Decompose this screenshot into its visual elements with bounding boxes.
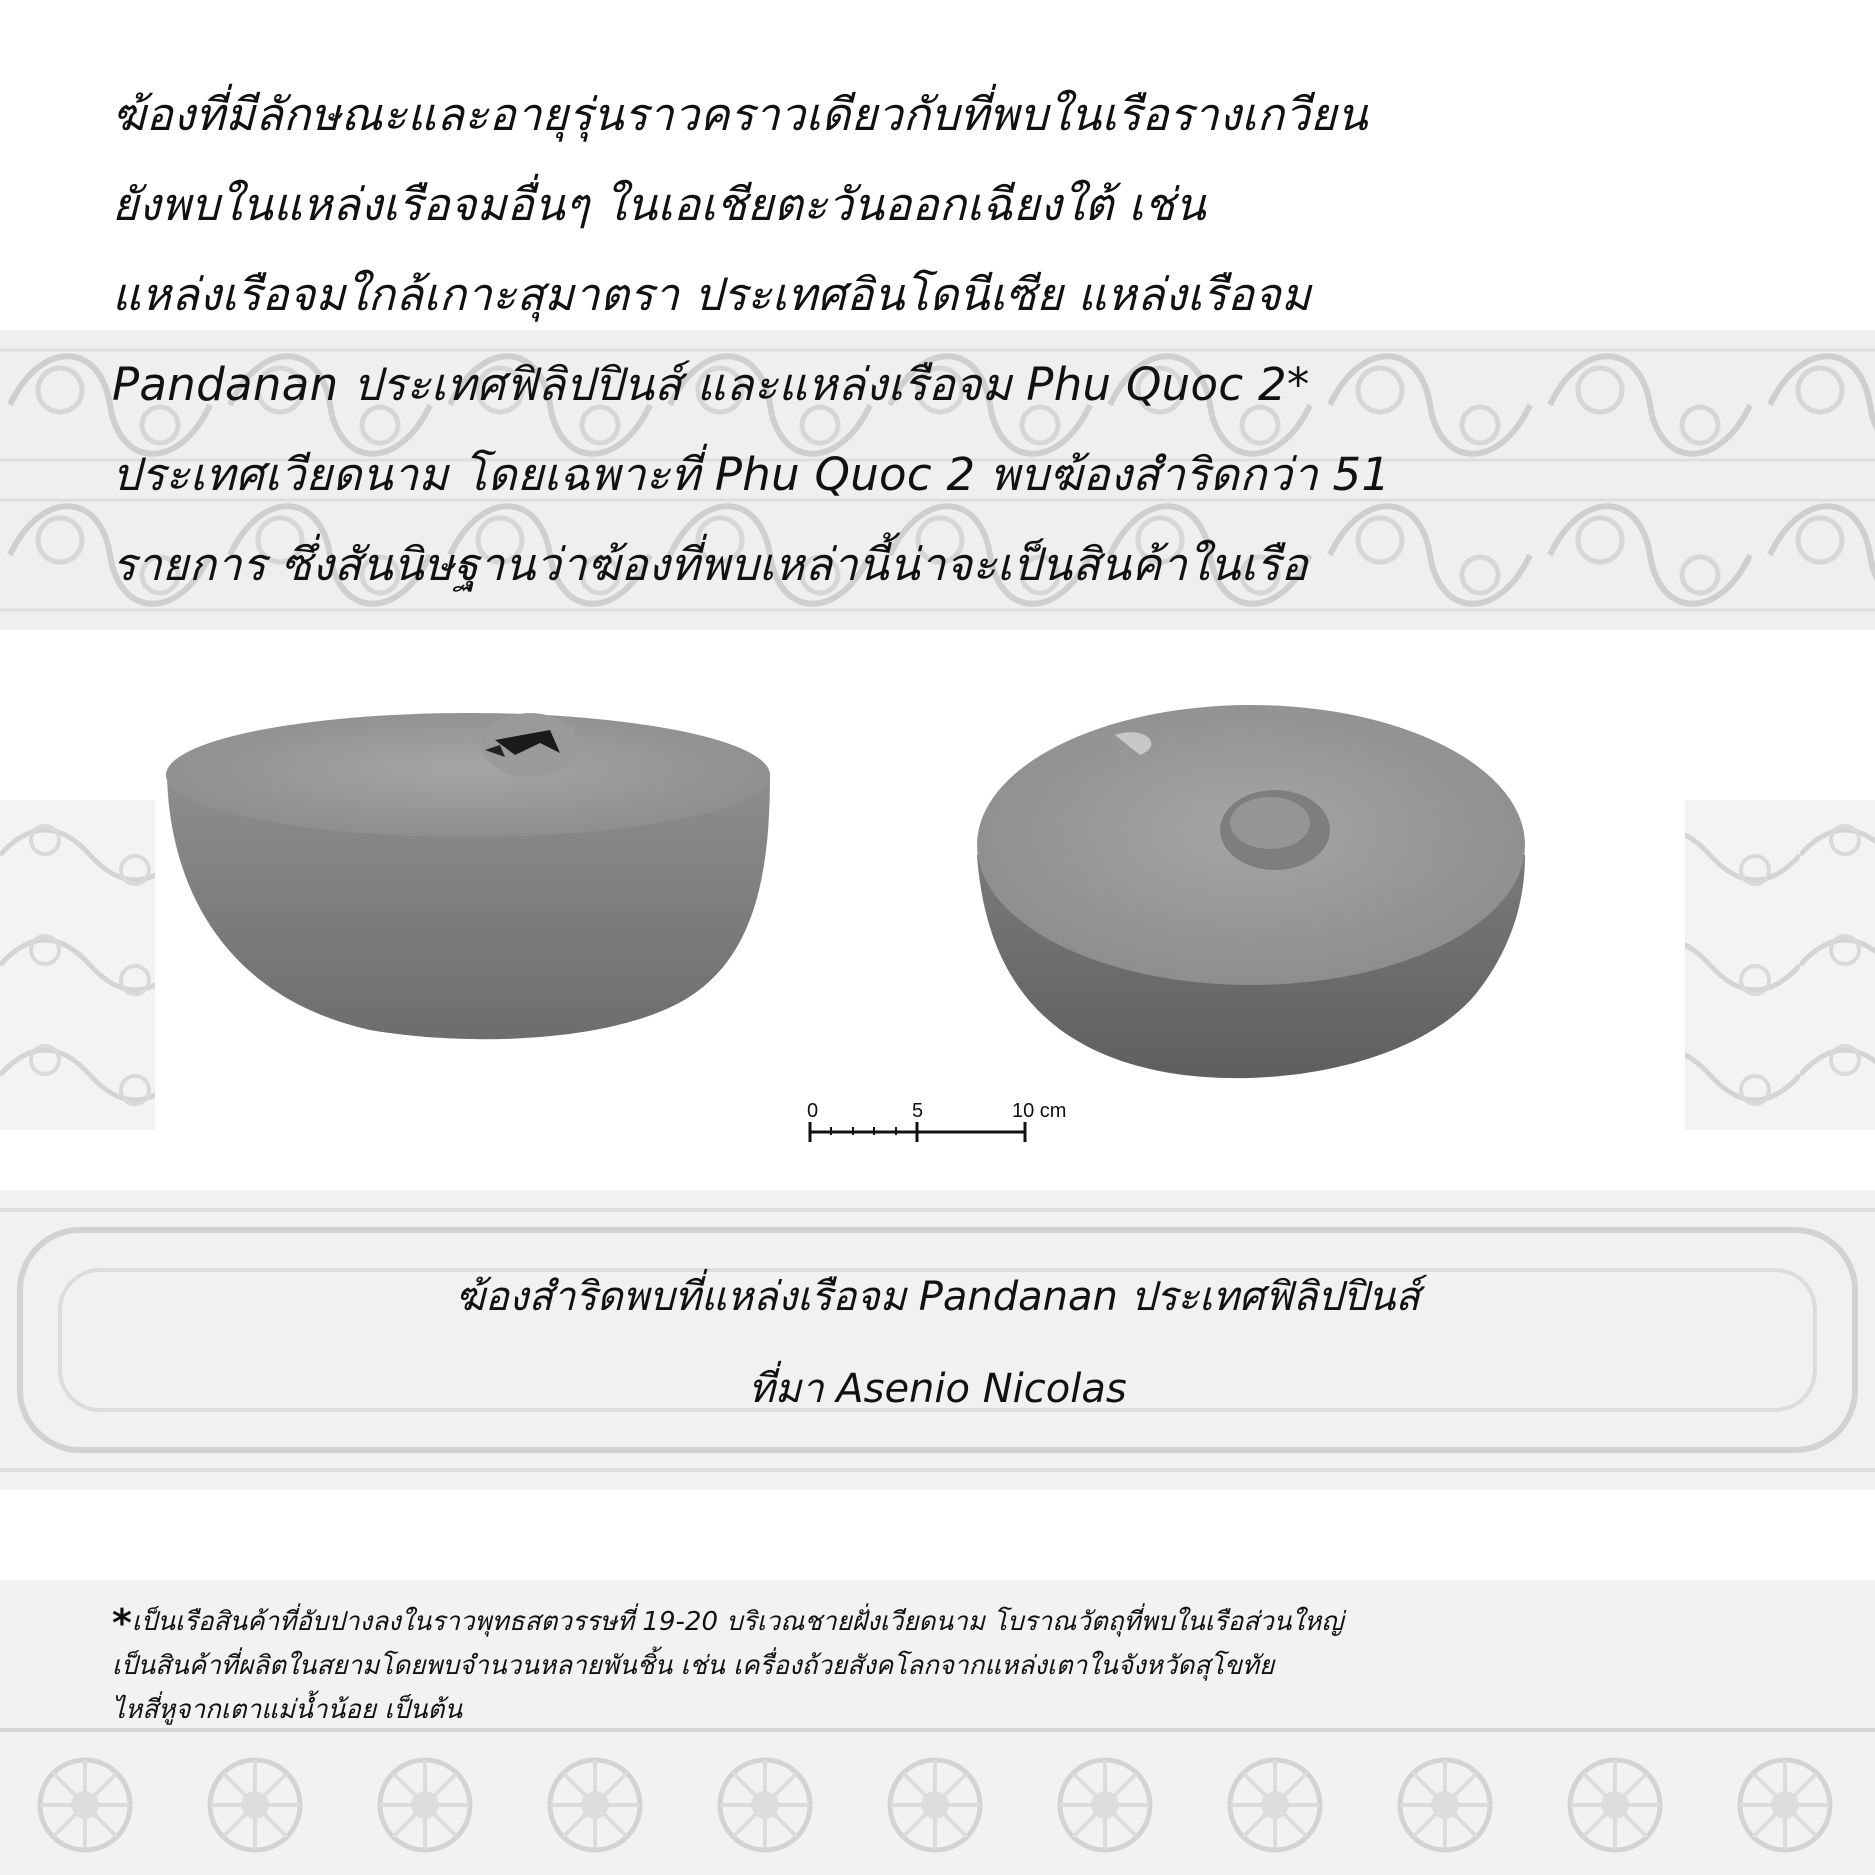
paragraph-line: ฆ้องที่มีลักษณะและอายุรุ่นราวคราวเดียวกับที่พบในเรือรางเกวียน: [112, 88, 1368, 141]
paragraph-line: ยังพบในแหล่งเรือจมอื่นๆ ในเอเชียตะวันออกเฉียงใต้ เช่น: [112, 178, 1206, 231]
ornament-band-lower: [0, 1190, 1875, 1490]
gong-top-view-icon: [977, 705, 1525, 1078]
gong-photo: [155, 695, 1685, 1175]
paragraph-line: ประเทศเวียดนาม โดยเฉพาะที่ Phu Quoc 2 พบฆ้องสำริดกว่า 51: [112, 448, 1391, 501]
gong-side-view-icon: [166, 713, 770, 1039]
footnote-line: ไหสี่หูจากเตาแม่น้ำน้อย เป็นต้น: [112, 1695, 463, 1725]
scale-bar: [807, 1100, 1066, 1142]
footnote-text: เป็นเรือสินค้าที่อับปางลงในราวพุทธสตวรรษที่ 19-20 บริเวณชายฝั่งเวียดนาม โบราณวัตถุที่พบในเรือส่วนใหญ่: [131, 1607, 1344, 1637]
figure-caption: ฆ้องสำริดพบที่แหล่งเรือจม Pandanan ประเทศฟิลิปปินส์: [455, 1274, 1420, 1320]
scale-label-0: 0: [807, 1100, 819, 1122]
scale-label-10cm: 10 cm: [1012, 1100, 1067, 1122]
paragraph-line: รายการ ซึ่งสันนิษฐานว่าฆ้องที่พบเหล่านี้น่าจะเป็นสินค้าในเรือ: [112, 538, 1308, 591]
footnote: [112, 1595, 1832, 1732]
paragraph-line: แหล่งเรือจมใกล้เกาะสุมาตรา ประเทศอินโดนีเซีย แหล่งเรือจม: [112, 268, 1312, 321]
main-paragraph: [112, 70, 1812, 610]
figure-source: ที่มา Asenio Nicolas: [748, 1366, 1127, 1412]
footnote-line: เป็นสินค้าที่ผลิตในสยามโดยพบจำนวนหลายพันชิ้น เช่น เครื่องถ้วยสังคโลกจากแหล่งเตาในจังหวัดสุโขทัย: [112, 1651, 1275, 1681]
paragraph-line: Pandanan ประเทศฟิลิปปินส์ และแหล่งเรือจม Phu Quoc 2*: [112, 358, 1310, 411]
scale-label-5: 5: [912, 1100, 924, 1122]
footnote-line: [112, 1595, 1832, 1644]
footnote-marker: *: [112, 1601, 132, 1645]
